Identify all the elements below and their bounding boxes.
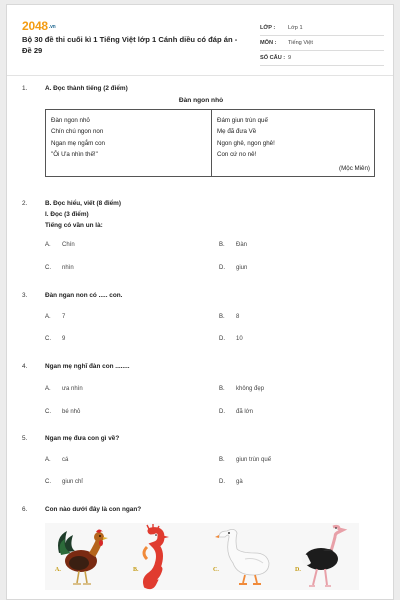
option-c[interactable]: nhìn [62,265,74,271]
option-b[interactable]: không đẹp [236,386,265,392]
option-letter: C. [45,265,51,271]
option-d[interactable]: gà [236,479,243,485]
picture-label-c: C. [213,567,219,573]
picture-label-d: D. [295,567,301,573]
option-a[interactable]: Chín [62,242,75,248]
question-text: Ngan mẹ đưa con gì về? [45,435,120,442]
poem-author: (Mộc Miên) [339,165,370,172]
question-text: Ngan mẹ nghĩ đàn con ........ [45,363,130,370]
poem-column-right [212,110,376,176]
goose-icon[interactable] [215,523,273,590]
poem-line: Đàn ngon nhỏ [51,117,90,124]
option-letter: A. [45,314,51,320]
logo-suffix: .vn [48,23,56,30]
option-b[interactable]: giun trùn quế [236,457,272,463]
poem-line: Mẹ đã đưa Về [217,128,257,136]
question-number: 1. [22,85,28,92]
question-text: Con nào dưới đây là con ngan? [45,506,142,513]
document-meta [260,21,384,66]
option-letter: A. [45,457,51,463]
header-divider [7,75,393,76]
poem-line: "Ôi Ưa nhìn thế!" [51,150,98,158]
option-letter: D. [219,409,225,415]
picture-label-a: A. [55,567,61,573]
meta-value: Lớp 1 [288,25,303,31]
question-text: Đàn ngan non có ..... con. [45,292,123,299]
option-c[interactable]: giun chỉ [62,479,83,485]
meta-key: SỐ CÂU : [260,55,286,61]
option-letter: B. [219,314,225,320]
option-a[interactable]: ưa nhìn [62,386,83,392]
option-b[interactable]: 8 [236,314,240,320]
poem-column-left [46,110,212,176]
option-d[interactable]: giun [236,265,248,271]
question-number: 6. [22,506,28,513]
option-c[interactable]: 9 [62,336,66,342]
option-letter: C. [45,479,51,485]
meta-row-subject [260,36,384,51]
option-letter: A. [45,386,51,392]
option-letter: B. [219,386,225,392]
option-letter: C. [45,336,51,342]
poem-title: Đàn ngon nhỏ [178,97,224,104]
option-d[interactable]: 10 [236,336,243,342]
option-a[interactable]: cá [62,457,69,463]
poem-line: Đám giun trùn quế [217,117,268,124]
meta-key: LỚP : [260,25,276,31]
meta-row-class [260,21,384,36]
rooster-icon[interactable] [53,523,115,590]
poem-line: Chín chú ngon non [51,128,104,136]
question-number: 2. [22,200,28,207]
picture-label-b: B. [133,567,139,573]
question-number: 5. [22,435,28,442]
option-a[interactable]: 7 [62,314,66,320]
meta-key: MÔN : [260,40,277,46]
option-letter: D. [219,336,225,342]
question-number: 3. [22,292,28,299]
ostrich-icon[interactable] [297,523,351,590]
option-letter: A. [45,242,51,248]
question-subheading: I. Đọc (3 điểm) [45,211,89,218]
poem-line: Con cứ no nê! [217,150,257,158]
option-letter: D. [219,479,225,485]
question-prompt: Tiếng có vần un là: [45,222,103,229]
poem-table [45,109,375,177]
document-header [7,5,393,75]
animal-pictures [45,523,359,590]
question-text: B. Đọc hiểu, viết (8 điểm) [45,200,121,207]
option-b[interactable]: Đàn [236,242,248,248]
site-logo[interactable] [22,19,56,33]
question-text: A. Đọc thành tiếng (2 điểm) [45,85,128,92]
option-d[interactable]: đã lớn [236,409,253,415]
poem-line: Ngon ghê, ngon ghê! [217,139,275,147]
poem-line: Ngan mẹ ngắm con [51,139,105,147]
logo-text: 2048 [22,19,48,33]
document-title: Bộ 30 đề thi cuối kì 1 Tiếng Việt lớp 1 Cánh diều có đáp án - Đề 29 [22,35,238,55]
meta-value: Tiếng Việt [288,40,313,46]
meta-row-count [260,51,384,66]
option-letter: D. [219,265,225,271]
document-page [6,4,394,600]
option-letter: B. [219,457,225,463]
option-letter: C. [45,409,51,415]
question-number: 4. [22,363,28,370]
option-letter: B. [219,242,225,248]
seahorse-icon[interactable] [133,523,173,590]
option-c[interactable]: bé nhỏ [62,409,81,415]
meta-value: 9 [288,55,292,61]
